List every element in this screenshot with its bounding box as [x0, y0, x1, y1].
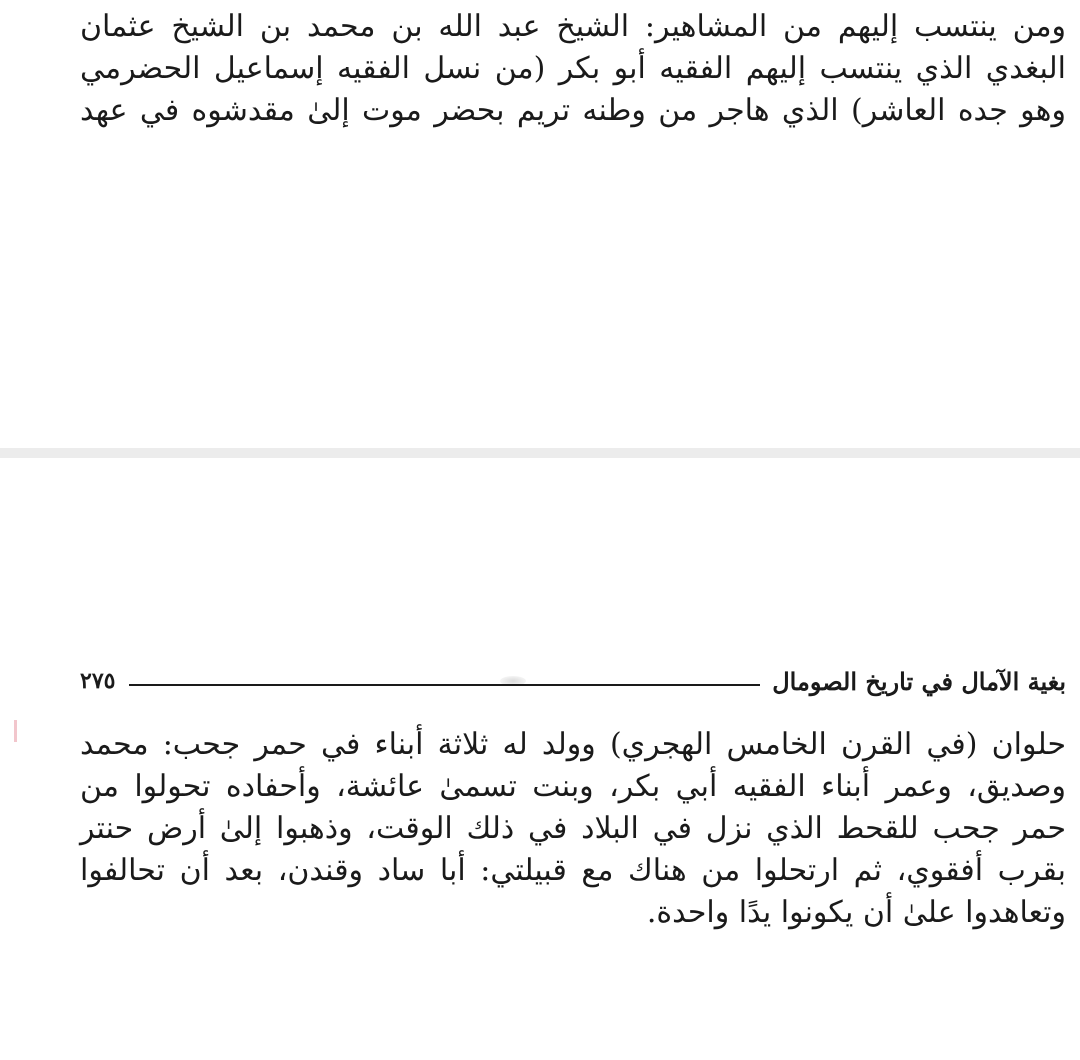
header-rule: [129, 684, 760, 686]
page-separator: [0, 448, 1080, 458]
bottom-page-fragment: [0, 458, 1080, 1060]
scan-mark: [14, 720, 17, 742]
bottom-paragraph: [80, 724, 1066, 934]
text-line: بقرب أفقوي، ثم ارتحلوا من هناك مع قبيلتي: أبا ساد وقندن، بعد أن تحالفوا: [80, 853, 1066, 888]
text-line: وهو جده العاشر) الذي هاجر من وطنه تريم بحضر موت إلىٰ مقدشوه في عهد: [80, 93, 1066, 128]
text-line: ومن ينتسب إليهم من المشاهير: الشيخ عبد الله بن محمد بن الشيخ عثمان: [80, 9, 1066, 44]
text-line: البغدي الذي ينتسب إليهم الفقيه أبو بكر (من نسل الفقيه إسماعيل الحضرمي: [80, 51, 1066, 86]
top-page-fragment: [0, 0, 1080, 448]
book-title: بغية الآمال في تاريخ الصومال: [772, 666, 1066, 696]
text-line: حلوان (في القرن الخامس الهجري) وولد له ثلاثة أبناء في حمر جحب: محمد: [80, 727, 1066, 762]
text-line: وصديق، وعمر أبناء الفقيه أبي بكر، وبنت تسمىٰ عائشة، وأحفاده تحولوا من: [80, 769, 1066, 804]
page-number: ٢٧٥: [80, 668, 116, 694]
running-header: [80, 663, 1066, 699]
text-line: حمر جحب للقحط الذي نزل في البلاد في ذلك الوقت، وذهبوا إلىٰ أرض حنتر: [80, 811, 1066, 846]
top-paragraph: [80, 6, 1066, 132]
text-line: وتعاهدوا علىٰ أن يكونوا يدًا واحدة.: [646, 895, 1066, 930]
